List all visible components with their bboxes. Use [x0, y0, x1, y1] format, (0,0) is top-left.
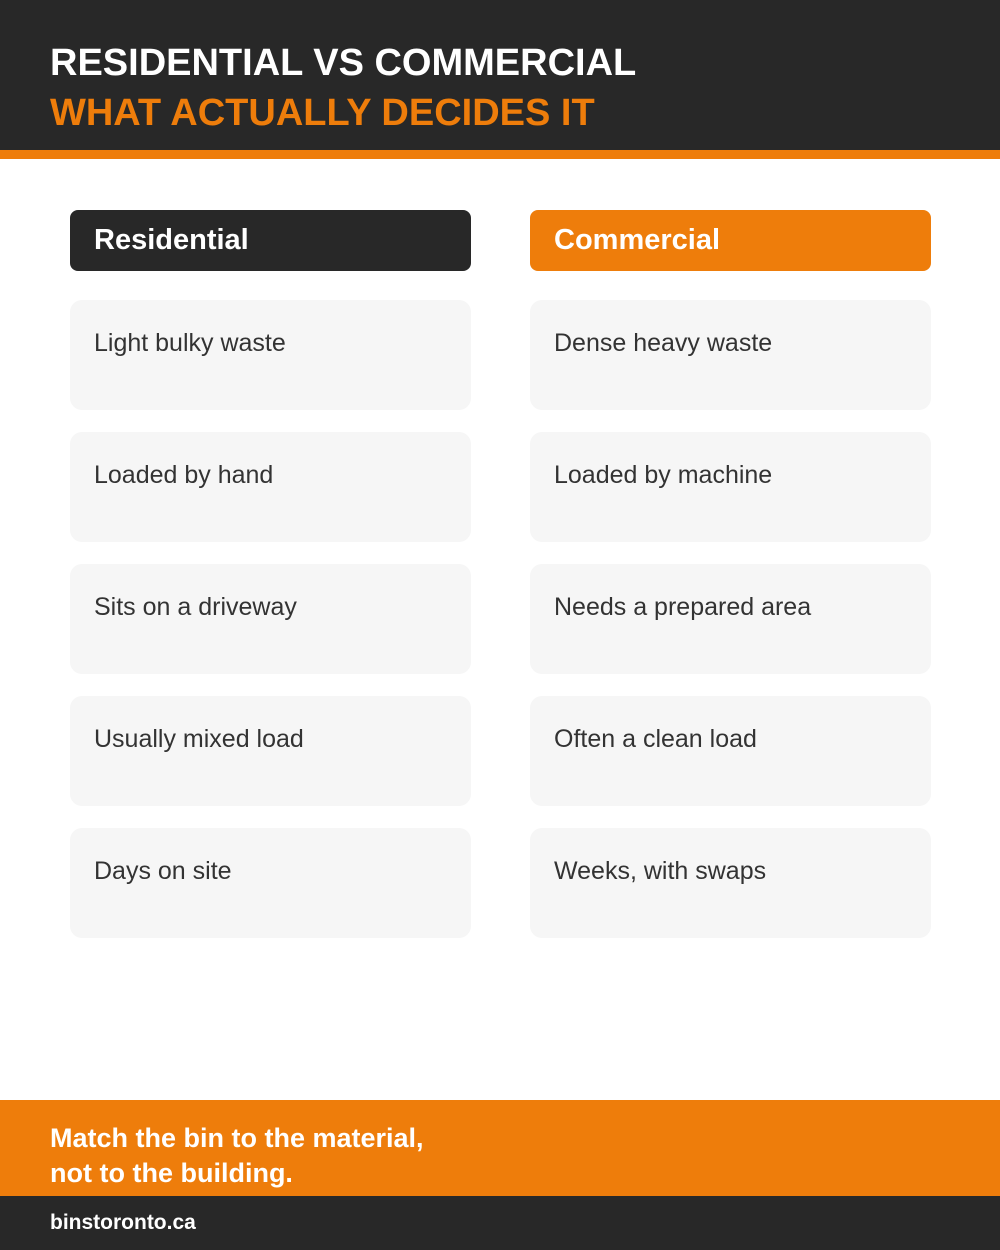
- residential-item-3: Sits on a driveway: [70, 564, 471, 674]
- title-line-1: RESIDENTIAL VS COMMERCIAL: [50, 42, 637, 84]
- header-accent-stripe: [0, 150, 1000, 159]
- website-url: binstoronto.ca: [50, 1211, 196, 1234]
- commercial-item-4: Often a clean load: [530, 696, 931, 806]
- commercial-item-2: Loaded by machine: [530, 432, 931, 542]
- residential-item-5: Days on site: [70, 828, 471, 938]
- title-line-2: WHAT ACTUALLY DECIDES IT: [50, 92, 595, 134]
- residential-item-1: Light bulky waste: [70, 300, 471, 410]
- commercial-item-5: Weeks, with swaps: [530, 828, 931, 938]
- footer-message-line-2: not to the building.: [50, 1158, 293, 1188]
- residential-column-header: Residential: [70, 210, 471, 271]
- residential-item-2: Loaded by hand: [70, 432, 471, 542]
- commercial-column-header: Commercial: [530, 210, 931, 271]
- commercial-item-1: Dense heavy waste: [530, 300, 931, 410]
- footer-message-line-1: Match the bin to the material,: [50, 1123, 424, 1153]
- residential-item-4: Usually mixed load: [70, 696, 471, 806]
- commercial-item-3: Needs a prepared area: [530, 564, 931, 674]
